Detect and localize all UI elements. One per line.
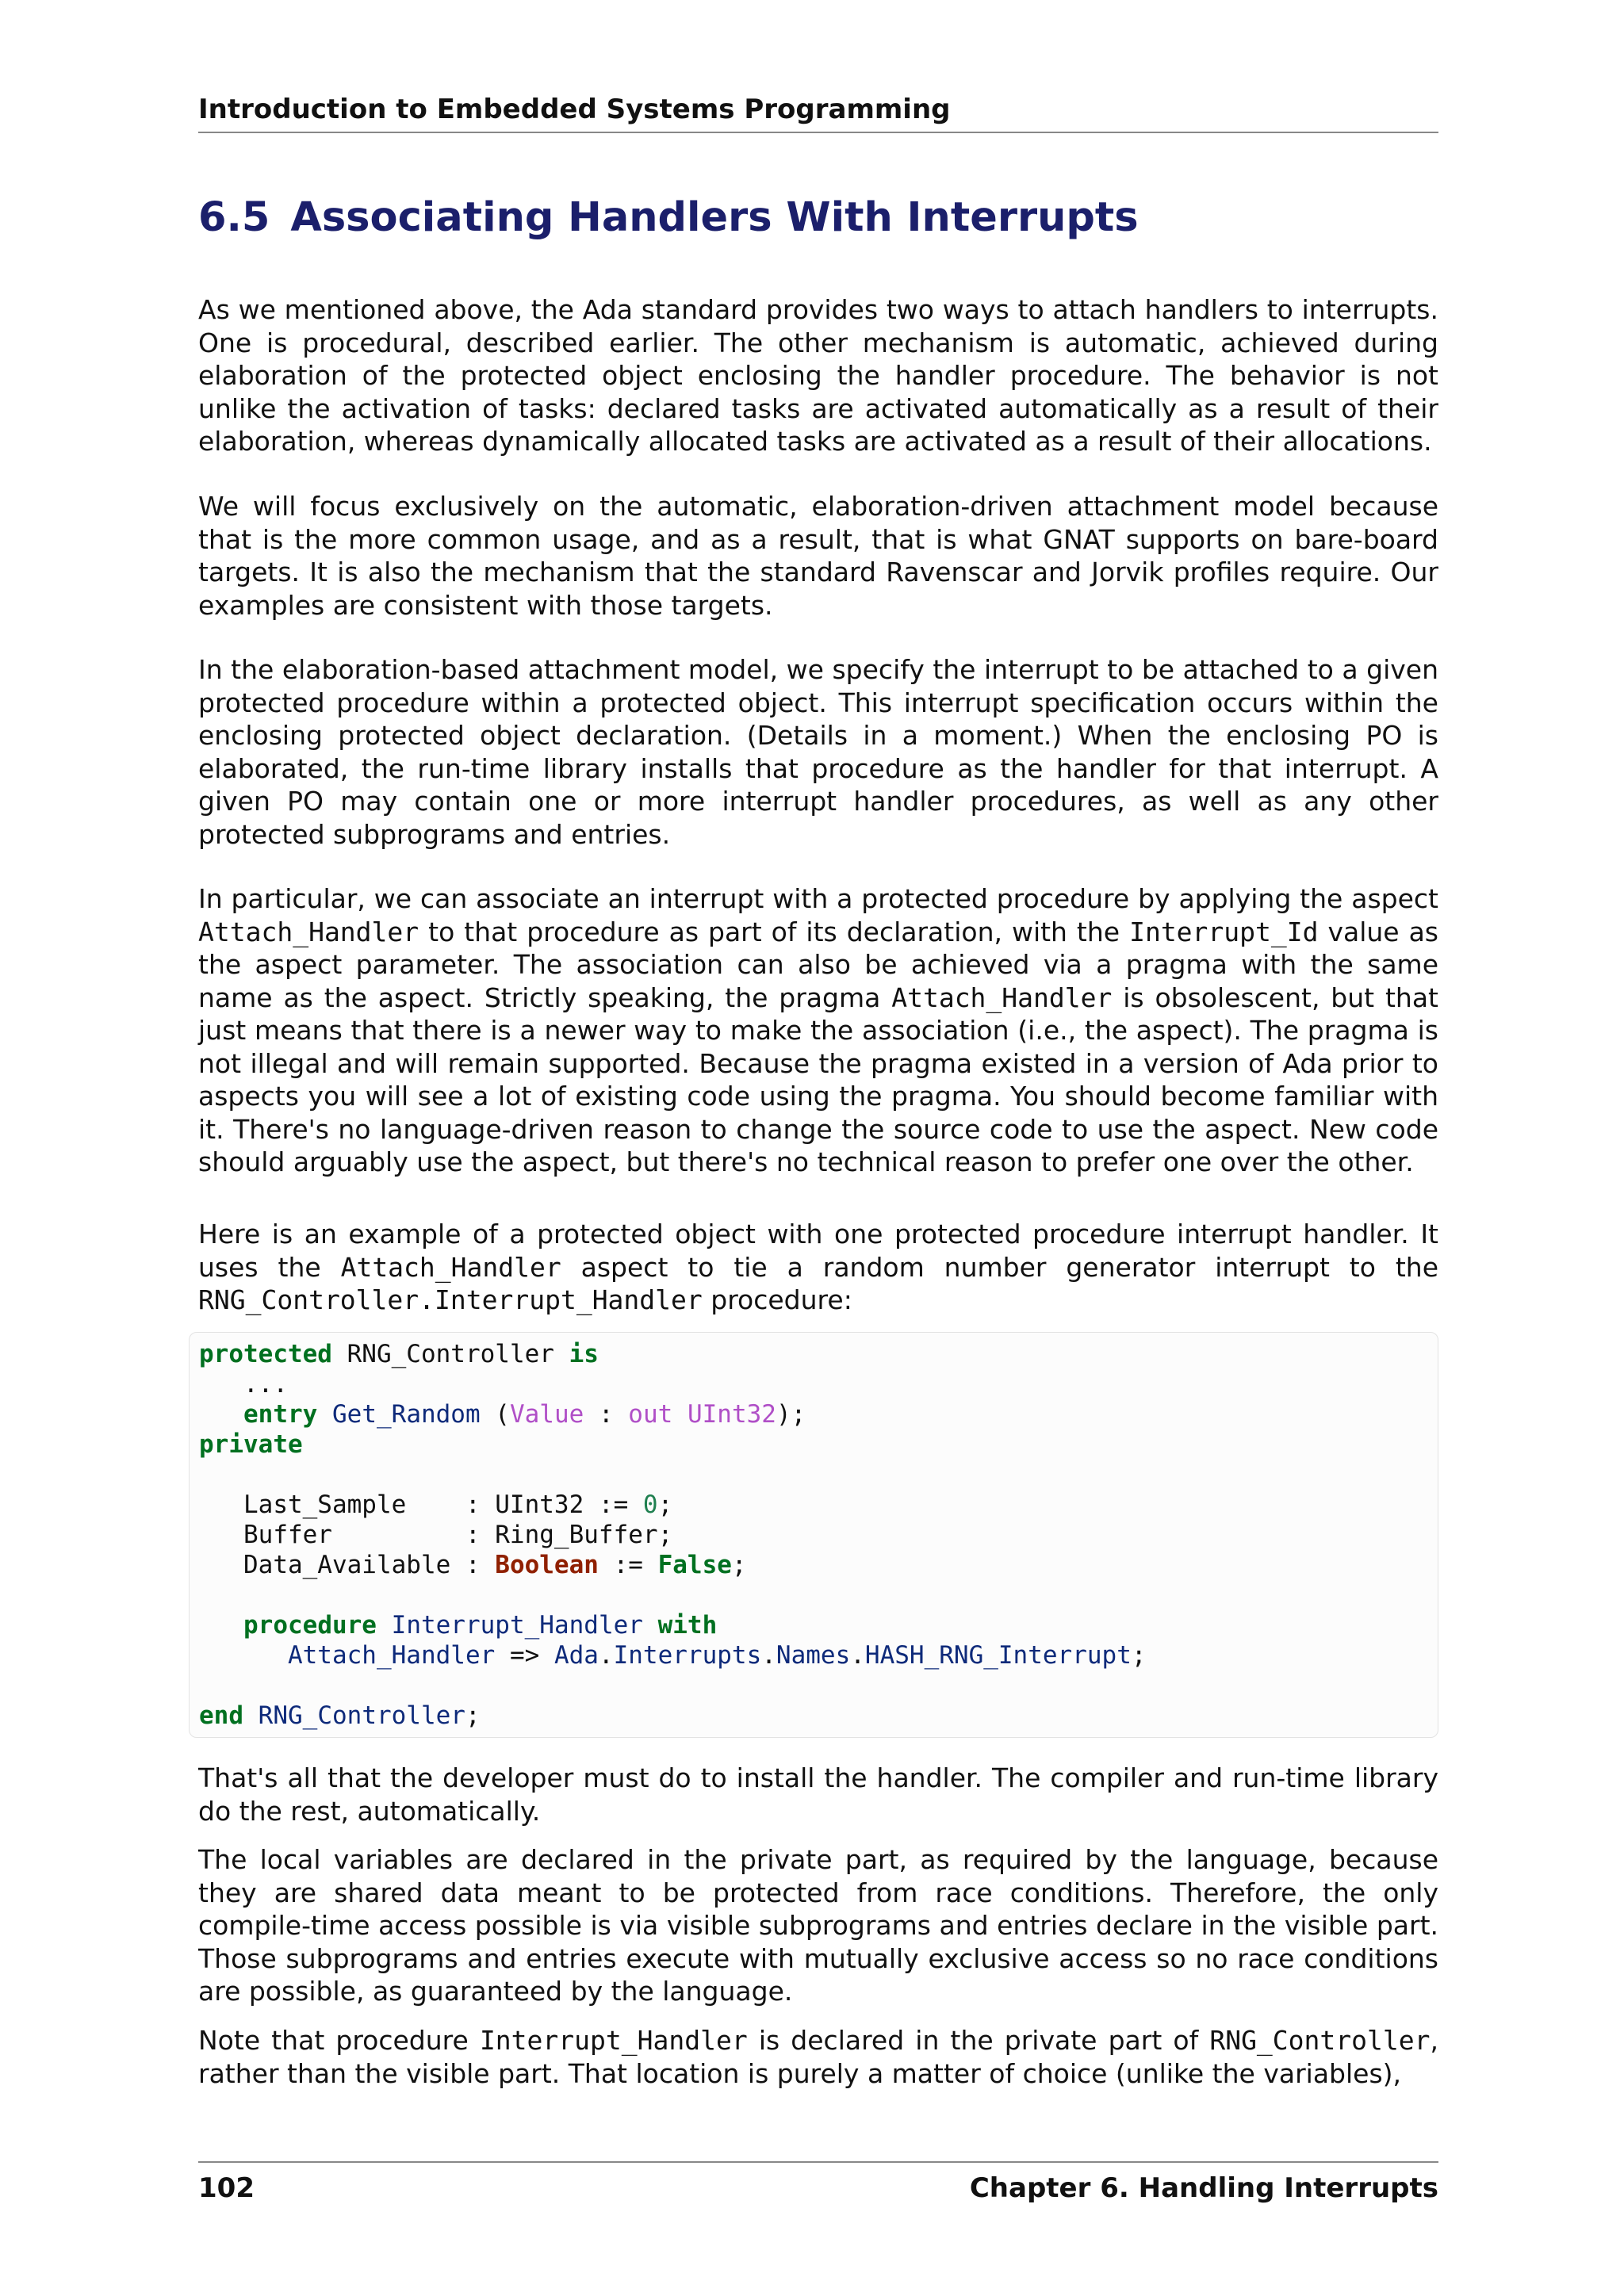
code-parameter: out	[628, 1400, 673, 1429]
code-indent	[199, 1611, 243, 1640]
code-identifier: Ada	[553, 1641, 599, 1670]
code-identifier: HASH_RNG_Interrupt	[864, 1641, 1132, 1670]
code-text: :	[584, 1400, 629, 1429]
paragraph-5	[198, 1218, 1438, 1317]
code-parameter: Value	[509, 1400, 584, 1429]
section-heading	[198, 190, 1438, 246]
inline-code-attach-handler-aspect: Attach_Handler	[340, 1251, 561, 1283]
code-text: :=	[598, 1551, 658, 1579]
paragraph-5-text-3: procedure:	[702, 1284, 852, 1315]
code-text: ;	[657, 1490, 673, 1519]
code-text: .	[598, 1641, 614, 1670]
code-identifier: Get_Random	[332, 1400, 481, 1429]
code-number: 0	[642, 1490, 658, 1519]
code-line	[199, 1339, 1428, 1369]
code-keyword: False	[657, 1551, 732, 1579]
code-line	[199, 1490, 1428, 1520]
section-number: 6.5	[198, 194, 270, 241]
paragraph-5-text-1: Here is an example of a protected object with one protected procedure interrupt handler. It uses the	[198, 1219, 1438, 1283]
paragraph-7: The local variables are declared in the private part, as required by the language, because they are shared data meant to be protected from race conditions. Therefore, the only compile-time access possible is via visible subprograms and entries declare in the visible part. Those subprograms and entries execute with mutually exclusive access so no race conditions are possible, as guaranteed by the language.	[198, 1844, 1438, 2007]
inline-code-attach-handler-pragma: Attach_Handler	[891, 982, 1113, 1013]
code-parameter: UInt32	[687, 1400, 776, 1429]
code-text	[317, 1400, 332, 1429]
code-line	[199, 1369, 1428, 1399]
paragraph-6: That's all that the developer must do to install the handler. The compiler and run-time library do the rest, automatically.	[198, 1762, 1438, 1827]
code-identifier: Interrupts	[613, 1641, 762, 1670]
code-keyword: procedure	[243, 1611, 377, 1640]
inline-code-attach-handler: Attach_Handler	[198, 916, 419, 947]
code-keyword: with	[657, 1611, 718, 1640]
running-footer	[198, 2161, 1438, 2204]
code-identifier: Interrupt_Handler	[391, 1611, 643, 1640]
paragraph-3: In the elaboration-based attachment model, we specify the interrupt to be attached to a given protected procedure within a protected object. This interrupt specification occurs within the enclosing protected object declaration. (Details in a moment.) When the enclosing PO is elaborated, the run-time library installs that procedure as the handler for that interrupt. A given PO may contain one or more interrupt handler procedures, as well as any other protected subprograms and entries.	[198, 654, 1438, 850]
code-line-blank	[199, 1460, 1428, 1490]
code-text: .	[761, 1641, 776, 1670]
code-line	[199, 1701, 1428, 1731]
paragraph-4-text-2: to that procedure as part of its declaration, with the	[419, 916, 1130, 947]
paragraph-8-text-3: , rather than the visible part. That location is purely a matter of choice (unlike the variables),	[198, 2025, 1438, 2089]
paragraph-4-text-4: is obsolescent, but that just means that there is a newer way to make the association (i.e., the aspect). The pragma is not illegal and will remain supported. Because the pragma existed in a version of Ada prior to aspects you will see a lot of existing code using the pragma. You should become familiar with it. There's no language-driven reason to change the source code to use the aspect. New code should arguably use the aspect, but there's no technical reason to prefer one over the other.	[198, 982, 1438, 1177]
code-keyword: end	[199, 1701, 243, 1730]
code-text	[672, 1400, 688, 1429]
code-keyword: private	[199, 1430, 303, 1459]
code-text: ...	[199, 1370, 288, 1399]
code-builtin-type: Boolean	[495, 1551, 599, 1579]
code-line-blank	[199, 1670, 1428, 1701]
page-number: 102	[198, 2172, 255, 2204]
code-text: Buffer : Ring_Buffer;	[199, 1521, 673, 1549]
code-text: Data_Available :	[199, 1551, 496, 1579]
inline-code-rng-controller: RNG_Controller	[1209, 2025, 1431, 2056]
paragraph-4-text-3: value as the aspect parameter. The association can also be achieved via a pragma with the same name as the aspect. Strictly speaking, the pragma	[198, 916, 1438, 1013]
code-text: );	[776, 1400, 806, 1429]
code-text: (	[480, 1400, 510, 1429]
code-text: ;	[731, 1551, 747, 1579]
paragraph-4-text-1: In particular, we can associate an interrupt with a protected procedure by applying the aspect	[198, 883, 1438, 914]
inline-code-interrupt-handler: Interrupt_Handler	[479, 2025, 748, 2056]
code-block	[189, 1332, 1438, 1738]
code-line	[199, 1429, 1428, 1460]
code-line	[199, 1520, 1428, 1550]
chapter-title: Chapter 6. Handling Interrupts	[969, 2172, 1438, 2204]
code-text: ;	[1131, 1641, 1147, 1670]
paragraph-2: We will focus exclusively on the automatic, elaboration-driven attachment model because that is the more common usage, and as a result, that is what GNAT supports on bare-board targets. It is also the mechanism that the standard Ravenscar and Jorvik profiles require. Our examples are consistent with those targets.	[198, 491, 1438, 621]
paragraph-4	[198, 882, 1438, 1179]
code-text	[243, 1701, 259, 1730]
code-text: .	[850, 1641, 865, 1670]
paragraph-5-text-2: aspect to tie a random number generator interrupt to the	[561, 1251, 1438, 1283]
code-line	[199, 1399, 1428, 1429]
running-header: Introduction to Embedded Systems Programming	[198, 94, 1438, 133]
inline-code-interrupt-id: Interrupt_Id	[1129, 916, 1319, 947]
code-keyword: entry	[243, 1400, 318, 1429]
paragraph-8-text-2: is declared in the private part of	[747, 2025, 1210, 2056]
code-keyword: is	[569, 1340, 599, 1368]
code-line-blank	[199, 1580, 1428, 1610]
code-text: =>	[495, 1641, 554, 1670]
code-text: RNG_Controller	[331, 1340, 569, 1368]
code-line	[199, 1640, 1428, 1670]
code-indent	[199, 1400, 243, 1429]
code-identifier: RNG_Controller	[258, 1701, 465, 1730]
code-line	[199, 1550, 1428, 1580]
inline-code-rng-interrupt-handler: RNG_Controller.Interrupt_Handler	[198, 1284, 703, 1315]
code-text	[643, 1611, 658, 1640]
code-text: ;	[465, 1701, 481, 1730]
code-indent	[199, 1641, 288, 1670]
code-text: Last_Sample : UInt32 :=	[199, 1490, 643, 1519]
code-keyword: protected	[199, 1340, 332, 1368]
code-identifier: Attach_Handler	[287, 1641, 496, 1670]
section-title-text: Associating Handlers With Interrupts	[290, 194, 1139, 241]
code-identifier: Names	[776, 1641, 851, 1670]
paragraph-8	[198, 2024, 1438, 2090]
code-line	[199, 1610, 1428, 1640]
document-page	[198, 0, 1438, 2296]
paragraph-8-text-1: Note that procedure	[198, 2025, 480, 2056]
paragraph-1: As we mentioned above, the Ada standard provides two ways to attach handlers to interrupts. One is procedural, described earlier. The other mechanism is automatic, achieved during elaboration of the protected object enclosing the handler procedure. The behavior is not unlike the activation of tasks: declared tasks are activated automatically as a result of their elaboration, whereas dynamically allocated tasks are activated as a result of their allocations.	[198, 294, 1438, 457]
code-text	[377, 1611, 392, 1640]
